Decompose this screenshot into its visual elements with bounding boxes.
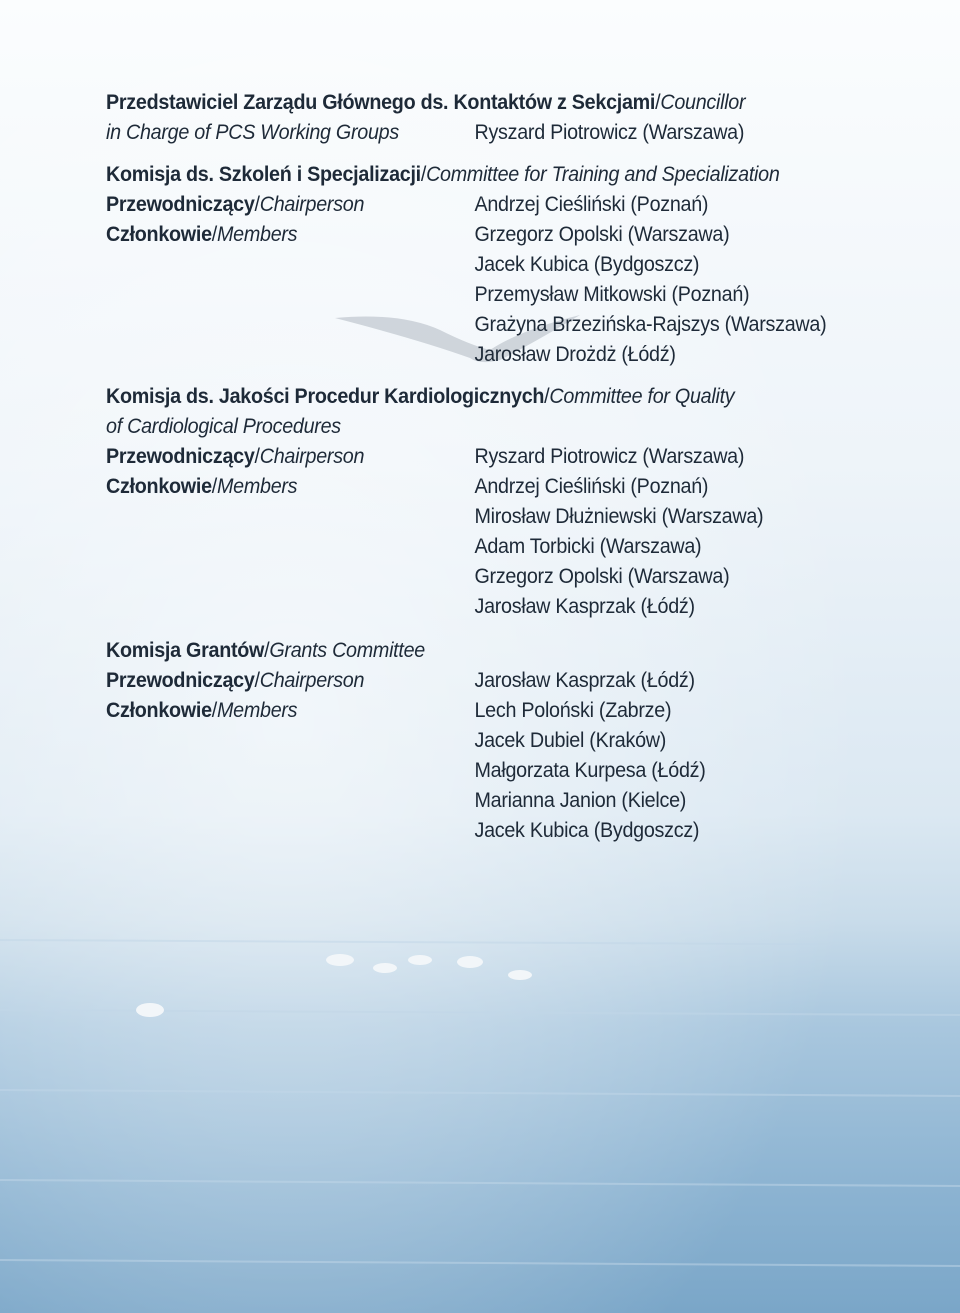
grants-members-row: Członkowie/Members Lech Poloński (Zabrze) [106, 696, 877, 726]
chair-label-en: Chairperson [259, 445, 365, 468]
members-label-en: Members [216, 699, 298, 722]
members-label-pl: Członkowie [106, 699, 212, 722]
training-members-row: Członkowie/Members Grzegorz Opolski (Warszawa) [106, 220, 877, 250]
councillor-title-en: Councillor [660, 91, 746, 114]
training-member: Jacek Kubica (Bydgoszcz) [474, 253, 700, 276]
chair-label-pl: Przewodniczący [106, 193, 255, 216]
quality-member: Adam Torbicki (Warszawa) [474, 535, 702, 558]
grants-title: Komisja Grantów/Grants Committee [106, 639, 425, 662]
training-member: Grażyna Brzezińska-Rajszys (Warszawa) [474, 313, 827, 336]
quality-title-en: Committee for Quality [549, 385, 735, 408]
quality-title-en-cont: of Cardiological Procedures [106, 415, 341, 438]
quality-member: Grzegorz Opolski (Warszawa) [474, 565, 730, 588]
grants-chair-row: Przewodniczący/Chairperson Jarosław Kasprzak (Łódź) [106, 666, 877, 696]
chair-label-en: Chairperson [259, 669, 365, 692]
committee-list [106, 88, 877, 846]
quality-member: Jarosław Kasprzak (Łódź) [474, 595, 695, 618]
members-label-pl: Członkowie [106, 475, 212, 498]
members-label-pl: Członkowie [106, 223, 212, 246]
councillor-row [106, 118, 877, 148]
chair-label-pl: Przewodniczący [106, 669, 255, 692]
grants-chair: Jarosław Kasprzak (Łódź) [474, 669, 695, 692]
grants-member: Jacek Kubica (Bydgoszcz) [474, 819, 700, 842]
grants-title-en: Grants Committee [269, 639, 425, 662]
quality-members-row: Członkowie/Members Andrzej Cieśliński (Poznań) [106, 472, 877, 502]
chair-label-pl: Przewodniczący [106, 445, 255, 468]
chair-label-en: Chairperson [259, 193, 365, 216]
training-chair-row: Przewodniczący/Chairperson Andrzej Cieśliński (Poznań) [106, 190, 877, 220]
councillor-title-en-cont: in Charge of PCS Working Groups [106, 121, 399, 144]
grants-member: Marianna Janion (Kielce) [474, 789, 687, 812]
grants-member: Małgorzata Kurpesa (Łódź) [474, 759, 706, 782]
grants-member: Jacek Dubiel (Kraków) [474, 729, 667, 752]
councillor-person: Ryszard Piotrowicz (Warszawa) [474, 121, 745, 144]
grants-member: Lech Poloński (Zabrze) [474, 699, 672, 722]
councillor-title: Przedstawiciel Zarządu Głównego ds. Kontaktów z Sekcjami/Councillor [106, 91, 746, 114]
members-label-en: Members [216, 223, 298, 246]
quality-chair: Ryszard Piotrowicz (Warszawa) [474, 445, 745, 468]
members-label-en: Members [216, 475, 298, 498]
training-member: Przemysław Mitkowski (Poznań) [474, 283, 750, 306]
training-member: Grzegorz Opolski (Warszawa) [474, 223, 730, 246]
quality-chair-row: Przewodniczący/Chairperson Ryszard Piotrowicz (Warszawa) [106, 442, 877, 472]
training-title: Komisja ds. Szkoleń i Specjalizacji/Committee for Training and Specialization [106, 163, 780, 186]
quality-title: Komisja ds. Jakości Procedur Kardiologicznych/Committee for Quality [106, 385, 735, 408]
training-title-pl: Komisja ds. Szkoleń i Specjalizacji [106, 163, 421, 186]
quality-title-pl: Komisja ds. Jakości Procedur Kardiologicznych [106, 385, 545, 408]
quality-member: Mirosław Dłużniewski (Warszawa) [474, 505, 764, 528]
quality-member: Andrzej Cieśliński (Poznań) [474, 475, 709, 498]
training-chair: Andrzej Cieśliński (Poznań) [474, 193, 709, 216]
grants-title-pl: Komisja Grantów [106, 639, 265, 662]
training-title-en: Committee for Training and Specialization [426, 163, 780, 186]
councillor-title-pl: Przedstawiciel Zarządu Głównego ds. Kontaktów z Sekcjami [106, 91, 656, 114]
training-member: Jarosław Drożdż (Łódź) [474, 343, 676, 366]
